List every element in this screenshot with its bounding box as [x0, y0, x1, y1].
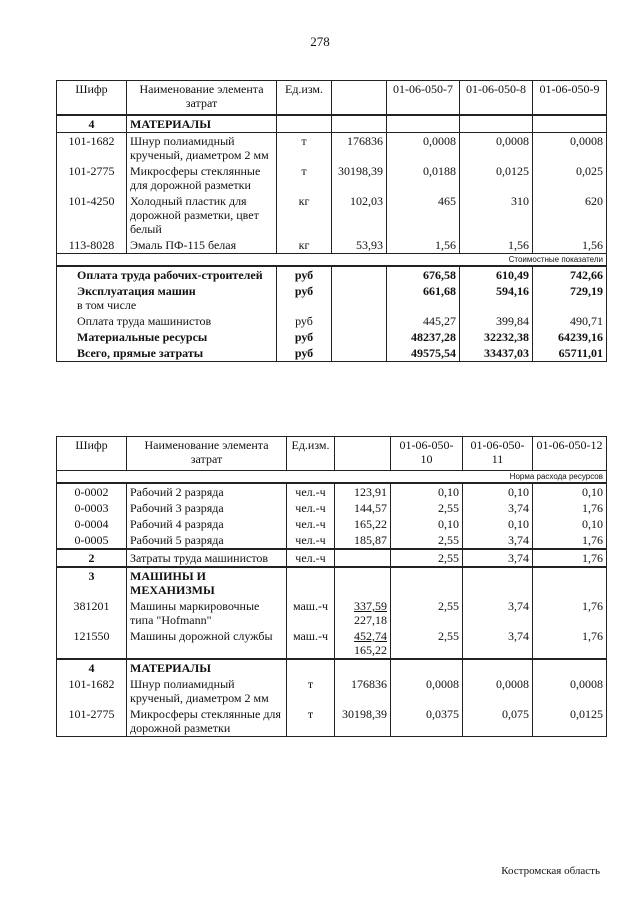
- row-value-2: 0,0008: [463, 676, 533, 706]
- cost-table-1: [56, 80, 607, 362]
- row-value-1: 2,55: [391, 500, 463, 516]
- row-unit: маш.-ч: [287, 598, 335, 628]
- row-unit: чел.-ч: [287, 516, 335, 532]
- section-code: 4: [57, 115, 127, 133]
- cost-unit: руб: [277, 345, 332, 362]
- cost-value-2: 610,49: [460, 266, 533, 283]
- row-unit: т: [277, 163, 332, 193]
- cost-value-3: 65711,01: [533, 345, 607, 362]
- row-code: 381201: [57, 598, 127, 628]
- row-value-2: 3,74: [463, 500, 533, 516]
- section-row: [57, 659, 607, 676]
- section-code: 4: [57, 659, 127, 676]
- cost-value-3: 490,71: [533, 313, 607, 329]
- cost-value-3: 742,66: [533, 266, 607, 283]
- row-code: 2: [57, 549, 127, 567]
- cost-row: [57, 313, 607, 329]
- cost-name: Всего, прямые затраты: [57, 345, 277, 362]
- table-row: [57, 500, 607, 516]
- table-row: [57, 163, 607, 193]
- cost-unit: руб: [277, 329, 332, 345]
- row-price: 165,22: [335, 516, 391, 532]
- row-name: Шнур полиамидный крученый, диаметром 2 мм: [127, 132, 277, 163]
- row-value-3: 620: [533, 193, 607, 237]
- row-name: Холодный пластик для дорожной разметки, цвет белый: [127, 193, 277, 237]
- header-name: Наименование элемента затрат: [127, 81, 277, 115]
- row-value-1: 0,0008: [391, 676, 463, 706]
- row-name: Микросферы стеклянные для дорожной разметки: [127, 706, 287, 737]
- row-value-1: 2,55: [391, 549, 463, 567]
- band-label: Норма расхода ресурсов: [57, 471, 607, 484]
- row-code: 0-0002: [57, 483, 127, 500]
- header-col-3: 01-06-050-12: [533, 437, 607, 471]
- cost-table-2: [56, 436, 607, 737]
- row-unit: чел.-ч: [287, 532, 335, 549]
- cost-value-1: 661,68: [387, 283, 460, 313]
- cost-name: Материальные ресурсы: [57, 329, 277, 345]
- cost-row: [57, 266, 607, 283]
- section-row: [57, 115, 607, 133]
- row-price: 102,03: [332, 193, 387, 237]
- cost-row: [57, 283, 607, 313]
- row-value-2: 310: [460, 193, 533, 237]
- row-value-1: 1,56: [387, 237, 460, 254]
- row-value-2: 0,10: [463, 483, 533, 500]
- header-col-3: 01-06-050-9: [533, 81, 607, 115]
- cost-value-1: 676,58: [387, 266, 460, 283]
- header-price: [332, 81, 387, 115]
- row-unit: чел.-ч: [287, 483, 335, 500]
- cost-value-1: 48237,28: [387, 329, 460, 345]
- row-value-3: 0,025: [533, 163, 607, 193]
- row-unit: т: [287, 706, 335, 737]
- table-header-row: [57, 437, 607, 471]
- cost-unit: руб: [277, 283, 332, 313]
- section-title: МАШИНЫ И МЕХАНИЗМЫ: [127, 567, 287, 598]
- cost-value-2: 594,16: [460, 283, 533, 313]
- band-row: [57, 471, 607, 484]
- row-code: 0-0005: [57, 532, 127, 549]
- cost-row: [57, 329, 607, 345]
- row-name: Машины дорожной службы: [127, 628, 287, 659]
- row-code: 101-2775: [57, 706, 127, 737]
- row-price: 144,57: [335, 500, 391, 516]
- band-label: Стоимостные показатели: [57, 253, 607, 266]
- header-code: Шифр: [57, 81, 127, 115]
- row-value-2: 0,075: [463, 706, 533, 737]
- row-value-2: 3,74: [463, 532, 533, 549]
- row-value-2: 3,74: [463, 598, 533, 628]
- row-name: Рабочий 4 разряда: [127, 516, 287, 532]
- row-value-2: 1,56: [460, 237, 533, 254]
- row-value-3: 0,0008: [533, 132, 607, 163]
- section-code: 3: [57, 567, 127, 598]
- row-code: 121550: [57, 628, 127, 659]
- row-value-1: 0,0375: [391, 706, 463, 737]
- row-code: 0-0004: [57, 516, 127, 532]
- cost-value-2: 32232,38: [460, 329, 533, 345]
- row-unit: маш.-ч: [287, 628, 335, 659]
- row-value-1: 0,0188: [387, 163, 460, 193]
- row-price: 30198,39: [335, 706, 391, 737]
- row-value-1: 2,55: [391, 532, 463, 549]
- row-code: 101-1682: [57, 676, 127, 706]
- cost-name: Оплата труда рабочих-строителей: [57, 266, 277, 283]
- header-price: [335, 437, 391, 471]
- table-row: [57, 598, 607, 628]
- table-row: [57, 483, 607, 500]
- table-row: [57, 516, 607, 532]
- table-row: [57, 532, 607, 549]
- row-value-2: 3,74: [463, 628, 533, 659]
- header-col-2: 01-06-050-8: [460, 81, 533, 115]
- row-value-3: 0,10: [533, 483, 607, 500]
- operators-row: [57, 549, 607, 567]
- header-col-1: 01-06-050-7: [387, 81, 460, 115]
- table-row: [57, 706, 607, 737]
- row-name: Рабочий 5 разряда: [127, 532, 287, 549]
- row-value-1: 0,10: [391, 516, 463, 532]
- footer-region: Костромская область: [501, 865, 600, 877]
- header-code: Шифр: [57, 437, 127, 471]
- header-unit: Ед.изм.: [277, 81, 332, 115]
- table-header-row: [57, 81, 607, 115]
- header-name: Наименование элемента затрат: [127, 437, 287, 471]
- row-value-3: 1,56: [533, 237, 607, 254]
- row-price: 176836: [332, 132, 387, 163]
- row-value-1: 0,10: [391, 483, 463, 500]
- row-unit: т: [287, 676, 335, 706]
- row-value-3: 1,76: [533, 598, 607, 628]
- cost-value-1: 49575,54: [387, 345, 460, 362]
- cost-subtitle: в том числе: [77, 297, 137, 312]
- row-name: Микросферы стеклянные для дорожной разметки: [127, 163, 277, 193]
- row-name: Рабочий 2 разряда: [127, 483, 287, 500]
- row-price: 123,91: [335, 483, 391, 500]
- row-value-2: 0,0008: [460, 132, 533, 163]
- cost-name: Оплата труда машинистов: [57, 313, 277, 329]
- row-price: 185,87: [335, 532, 391, 549]
- band-row: [57, 253, 607, 266]
- cost-row: [57, 345, 607, 362]
- header-col-2: 01-06-050-11: [463, 437, 533, 471]
- row-value-3: 0,0125: [533, 706, 607, 737]
- table-row: [57, 193, 607, 237]
- table-row: [57, 132, 607, 163]
- row-code: 101-4250: [57, 193, 127, 237]
- row-price: 30198,39: [332, 163, 387, 193]
- row-unit: чел.-ч: [287, 549, 335, 567]
- cost-unit: руб: [277, 266, 332, 283]
- row-name: Машины маркировочные типа "Hofmann": [127, 598, 287, 628]
- cost-value-2: 33437,03: [460, 345, 533, 362]
- row-value-1: 0,0008: [387, 132, 460, 163]
- cost-name: Эксплуатация машин: [77, 283, 196, 298]
- row-value-2: 0,0125: [460, 163, 533, 193]
- row-code: 101-1682: [57, 132, 127, 163]
- cost-unit: руб: [277, 313, 332, 329]
- row-code: 101-2775: [57, 163, 127, 193]
- row-price-operator: 165,22: [354, 643, 387, 657]
- row-value-1: 2,55: [391, 628, 463, 659]
- row-name: Рабочий 3 разряда: [127, 500, 287, 516]
- row-value-3: 0,0008: [533, 676, 607, 706]
- row-code: 113-8028: [57, 237, 127, 254]
- row-value-3: 1,76: [533, 500, 607, 516]
- table-row: [57, 628, 607, 659]
- row-price: 176836: [335, 676, 391, 706]
- page-number: 278: [310, 34, 330, 49]
- row-unit: чел.-ч: [287, 500, 335, 516]
- row-value-3: 0,10: [533, 516, 607, 532]
- row-value-2: 3,74: [463, 549, 533, 567]
- row-value-1: 2,55: [391, 598, 463, 628]
- table-row: [57, 676, 607, 706]
- row-unit: кг: [277, 193, 332, 237]
- header-unit: Ед.изм.: [287, 437, 335, 471]
- row-value-3: 1,76: [533, 532, 607, 549]
- row-unit: т: [277, 132, 332, 163]
- header-col-1: 01-06-050-10: [391, 437, 463, 471]
- section-title: МАТЕРИАЛЫ: [127, 115, 277, 133]
- row-name: Затраты труда машинистов: [127, 549, 287, 567]
- table-row: [57, 237, 607, 254]
- row-name: Шнур полиамидный крученый, диаметром 2 мм: [127, 676, 287, 706]
- row-value-1: 465: [387, 193, 460, 237]
- row-unit: кг: [277, 237, 332, 254]
- cost-value-1: 445,27: [387, 313, 460, 329]
- row-value-3: 1,76: [533, 628, 607, 659]
- row-price: 53,93: [332, 237, 387, 254]
- row-value-3: 1,76: [533, 549, 607, 567]
- row-price: 452,74: [354, 629, 387, 643]
- row-price-operator: 227,18: [354, 613, 387, 627]
- row-price: 337,59: [354, 599, 387, 613]
- cost-value-3: 64239,16: [533, 329, 607, 345]
- section-row: [57, 567, 607, 598]
- cost-value-2: 399,84: [460, 313, 533, 329]
- row-value-2: 0,10: [463, 516, 533, 532]
- cost-value-3: 729,19: [533, 283, 607, 313]
- section-title: МАТЕРИАЛЫ: [127, 659, 287, 676]
- row-name: Эмаль ПФ-115 белая: [127, 237, 277, 254]
- row-code: 0-0003: [57, 500, 127, 516]
